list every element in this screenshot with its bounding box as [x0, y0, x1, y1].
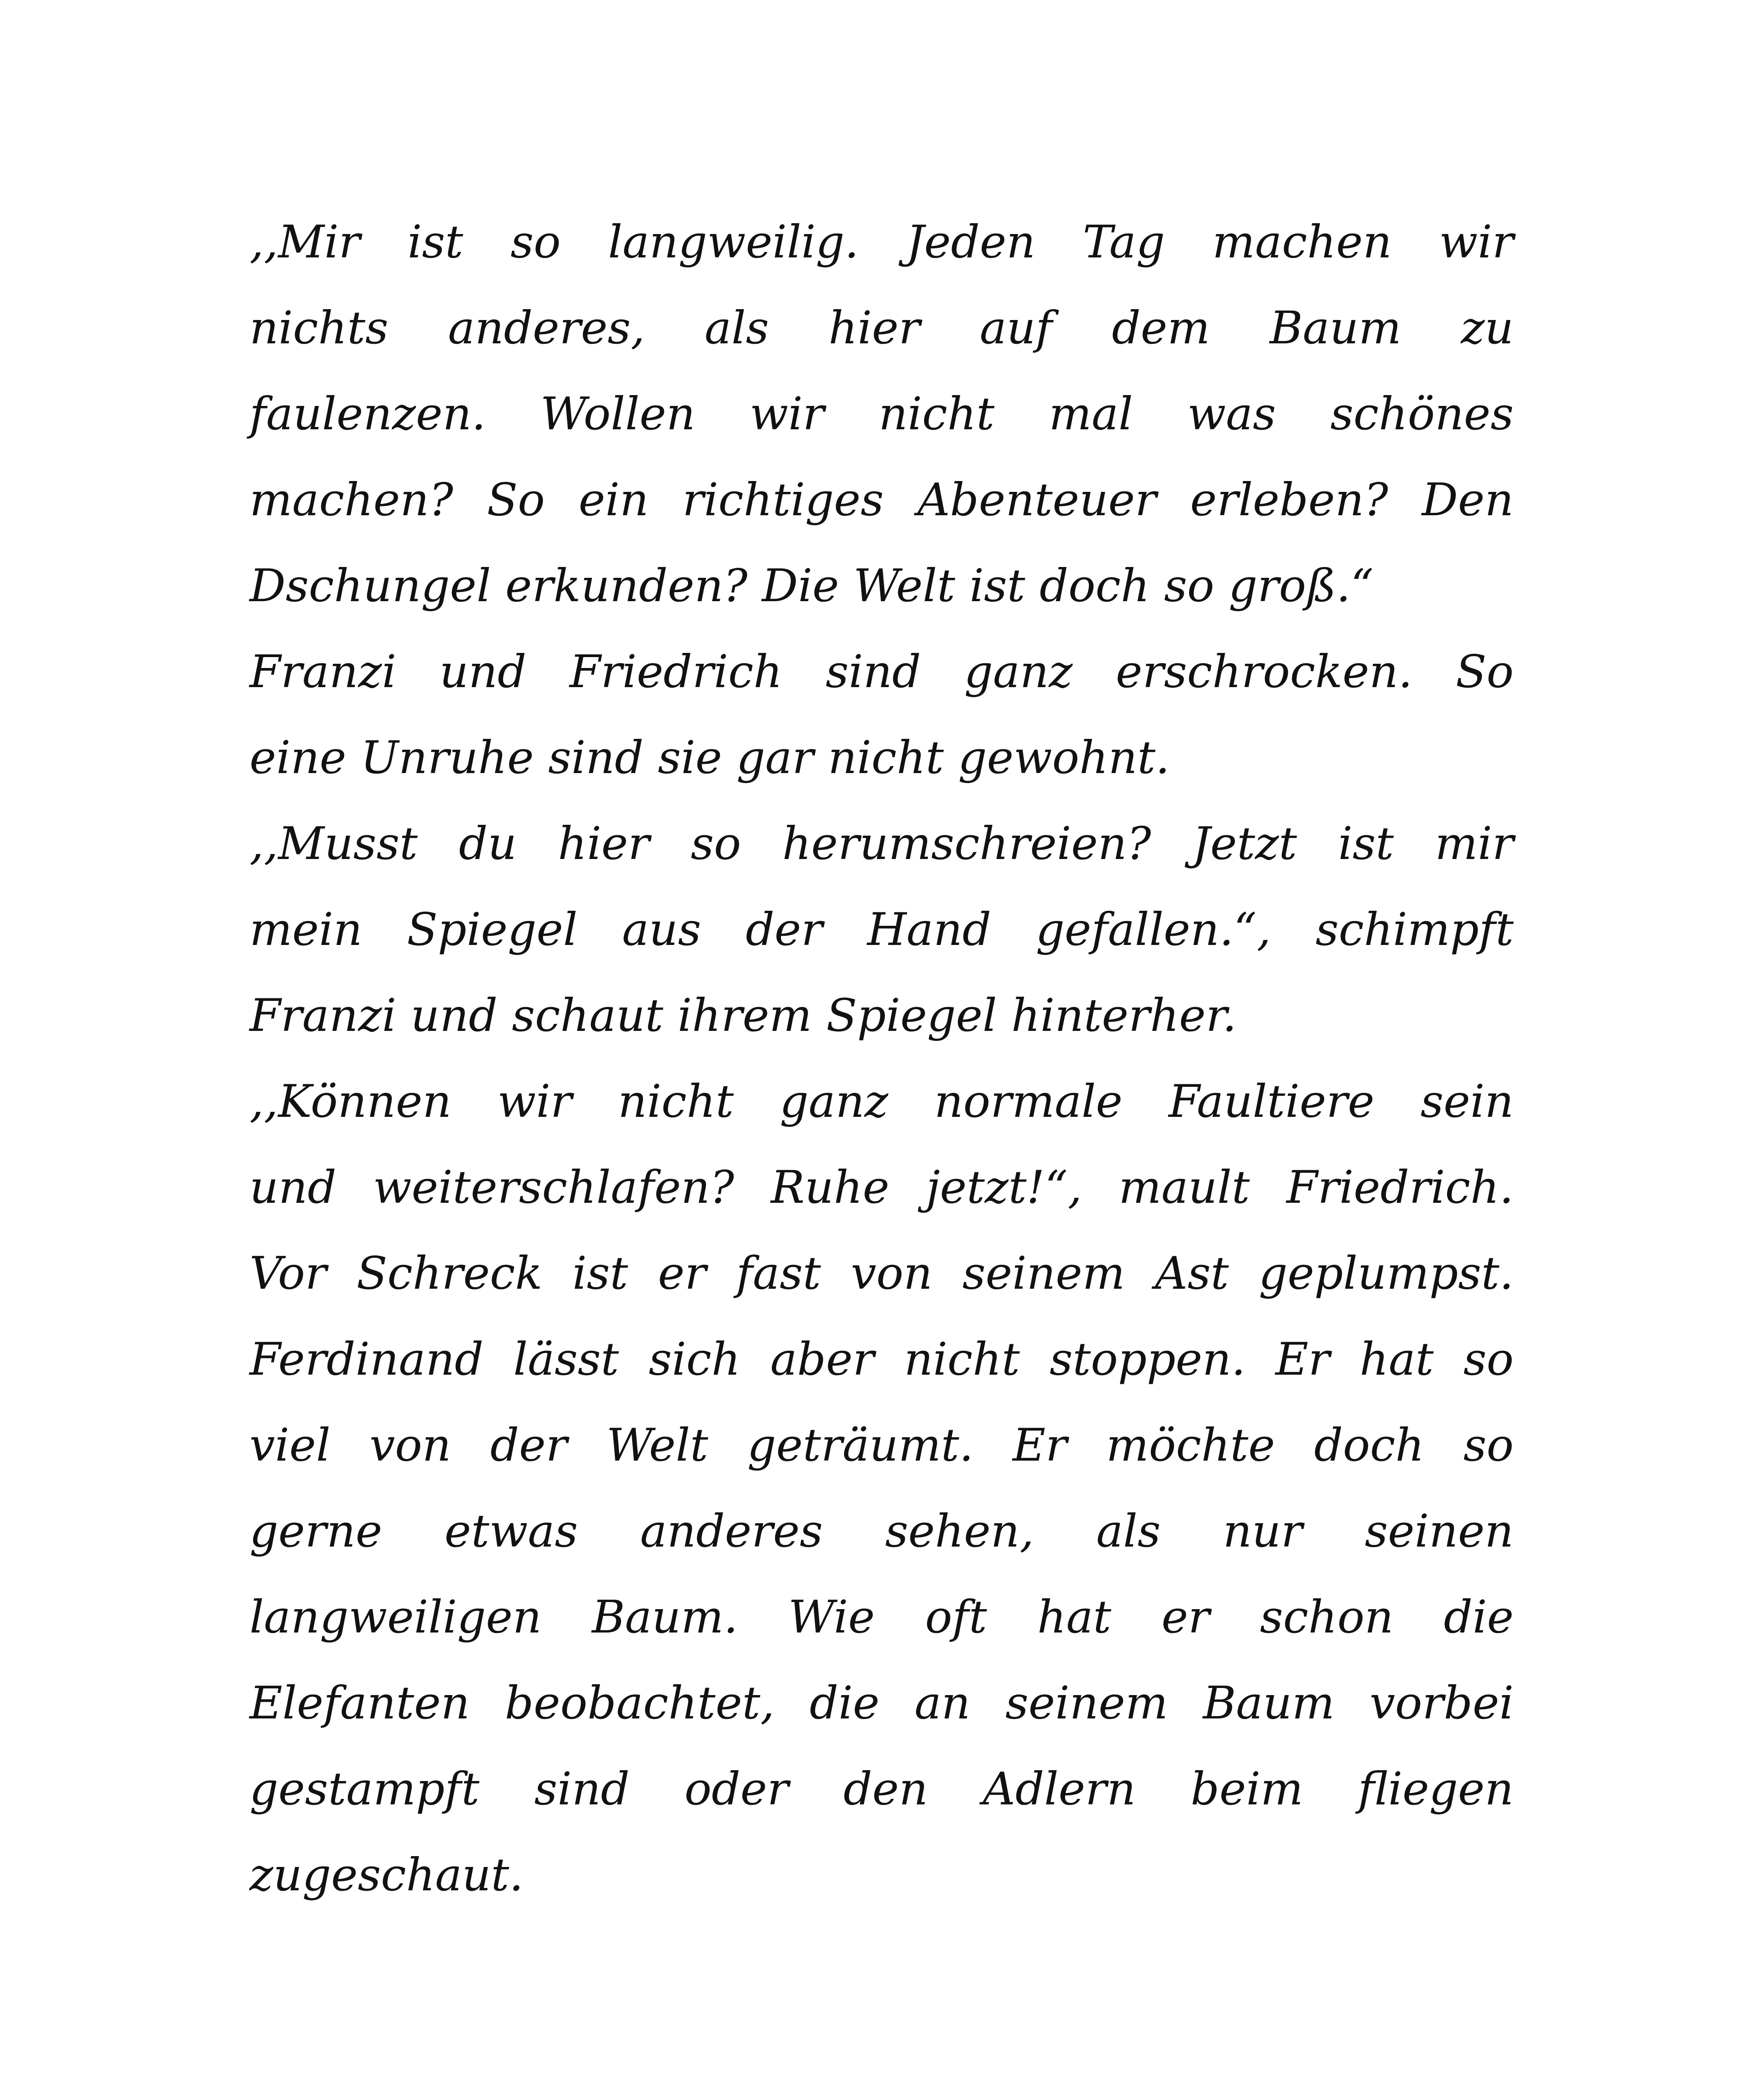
text-line: faulenzen. Wollen wir nicht mal was schönes — [249, 388, 1514, 440]
text-line: eine Unruhe sind sie gar nicht gewohnt. — [249, 732, 1170, 784]
text-line: gerne etwas anderes sehen, als nur seinen — [249, 1505, 1514, 1557]
text-line: Dschungel erkunden? Die Welt ist doch so groß.“ — [249, 560, 1374, 612]
text-line: ,,Mir ist so langweilig. Jeden Tag machen wir — [249, 216, 1514, 268]
text-line: und weiterschlafen? Ruhe jetzt!“, mault Friedrich. — [249, 1161, 1514, 1214]
text-line: ,,Musst du hier so herumschreien? Jetzt ist mir — [249, 818, 1514, 870]
text-line: langweiligen Baum. Wie oft hat er schon die — [249, 1591, 1514, 1643]
text-line: ,,Können wir nicht ganz normale Faultiere sein — [249, 1076, 1514, 1128]
text-line: Franzi und Friedrich sind ganz erschrocken. So — [249, 646, 1514, 698]
text-line: Franzi und schaut ihrem Spiegel hinterher. — [249, 990, 1237, 1042]
text-line: zugeschaut. — [249, 1849, 524, 1901]
text-line: mein Spiegel aus der Hand gefallen.“, schimpft — [249, 904, 1514, 956]
text-line: Elefanten beobachtet, die an seinem Baum vorbei — [249, 1677, 1514, 1729]
text-line: viel von der Welt geträumt. Er möchte doch so — [249, 1419, 1514, 1471]
text-line: Vor Schreck ist er fast von seinem Ast geplumpst. — [249, 1247, 1514, 1300]
text-line: gestampft sind oder den Adlern beim fliegen — [249, 1763, 1514, 1815]
text-line: nichts anderes, als hier auf dem Baum zu — [249, 302, 1514, 354]
story-text-block — [249, 199, 1514, 1918]
text-line: machen? So ein richtiges Abenteuer erleben? Den — [249, 474, 1514, 526]
text-line: Ferdinand lässt sich aber nicht stoppen. Er hat so — [249, 1333, 1514, 1386]
